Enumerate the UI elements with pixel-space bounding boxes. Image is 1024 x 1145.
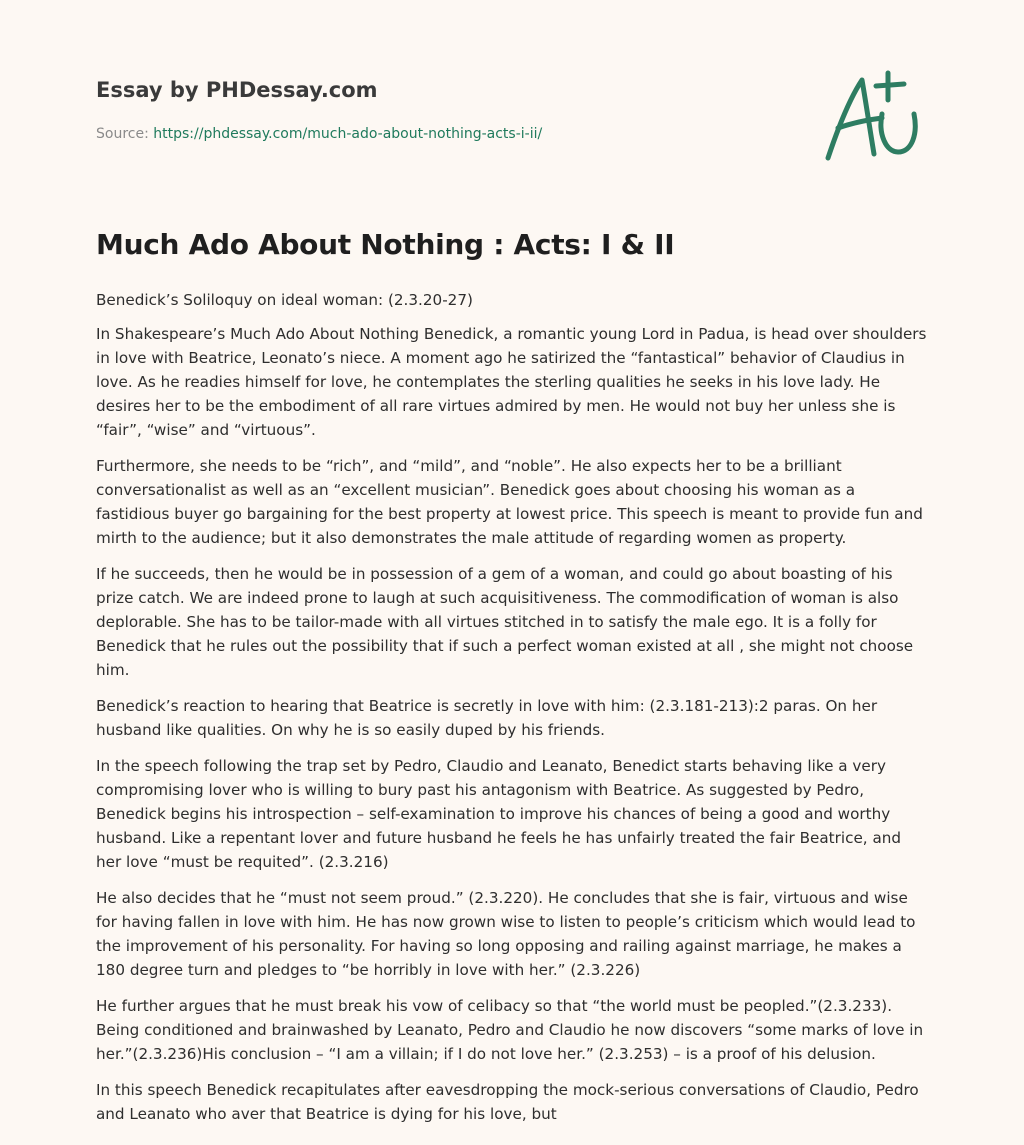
paragraph: Furthermore, she needs to be “rich”, and “mild”, and “noble”. He also expects her to be a brilliant conversationalist as well as an “excellent musician”. Benedick goes about choosing his woman as a fastidious buyer go bargaining for the best property at lowest price. This speech is meant to provide fun and mirth to the audience; but it also demonstrates the male attitude of regarding women as property. [96, 457, 923, 547]
paragraph: If he succeeds, then he would be in possession of a gem of a woman, and could go about boasting of his prize catch. We are indeed prone to laugh at such acquisitiveness. The commodification of woman is also deplorable. She has to be tailor-made with all virtues stitched in to satisfy the male ego. It is a folly for Benedick that he rules out the possibility that if such a perfect woman existed at all , she might not choose him. [96, 565, 914, 679]
source-line [96, 124, 796, 144]
source-label: Source: [96, 126, 149, 142]
paragraph: In the speech following the trap set by Pedro, Claudio and Leanato, Benedict starts behaving like a very compromising lover who is willing to bury past his antagonism with Beatrice. As suggested by Pedro, Benedick begins his introspection – self-examination to improve his chances of being a good and worthy husband. Like a repentant lover and future husband he feels he has unfairly treated the fair Beatrice, and her love “must be requited”. (2.3.216) [96, 757, 902, 871]
source-link[interactable]: https://phdessay.com/much-ado-about-nothing-acts-i-ii/ [153, 126, 543, 142]
paragraph: Benedick’s Soliloquy on ideal woman: (2.3.20-27) [96, 291, 473, 309]
paragraph: He also decides that he “must not seem proud.” (2.3.220). He concludes that she is fair, virtuous and wise for having fallen in love with him. He has now grown wise to listen to people’s criticism which would lead to the improvement of his personality. For having so long opposing and railing against marriage, he makes a 180 degree turn and pledges to “be horribly in love with her.” (2.3.226) [96, 889, 916, 979]
paragraph: He further argues that he must break his vow of celibacy so that “the world must be peopled.”(2.3.233). Being conditioned and brainwashed by Leanato, Pedro and Claudio he now discovers “some marks of love in her.”(2.3.236)His conclusion – “I am a villain; if I do not love her.” (2.3.253) – is a proof of his delusion. [96, 997, 924, 1063]
paragraph: In this speech Benedick recapitulates after eavesdropping the mock-serious conversations of Claudio, Pedro and Leanato who aver that Beatrice is dying for his love, but [96, 1081, 919, 1123]
site-brand: Essay by PHDessay.com [96, 78, 378, 102]
paragraph: In Shakespeare’s Much Ado About Nothing Benedick, a romantic young Lord in Padua, is head over shoulders in love with Beatrice, Leonato’s niece. A moment ago he satirized the “fantastical” behavior of Claudius in love. As he readies himself for love, he contemplates the sterling qualities he seeks in his love lady. He desires her to be the embodiment of all rare virtues admired by men. He would not buy her unless she is “fair”, “wise” and “virtuous”. [96, 325, 927, 439]
article [96, 226, 928, 1138]
a-plus-grade-icon [818, 68, 930, 168]
paragraph: Benedick’s reaction to hearing that Beatrice is secretly in love with him: (2.3.181-213):2 paras. On her husband like qualities. On why he is so easily duped by his friends. [96, 697, 878, 739]
page-header [96, 76, 796, 144]
article-title: Much Ado About Nothing : Acts: I & II [96, 228, 675, 261]
